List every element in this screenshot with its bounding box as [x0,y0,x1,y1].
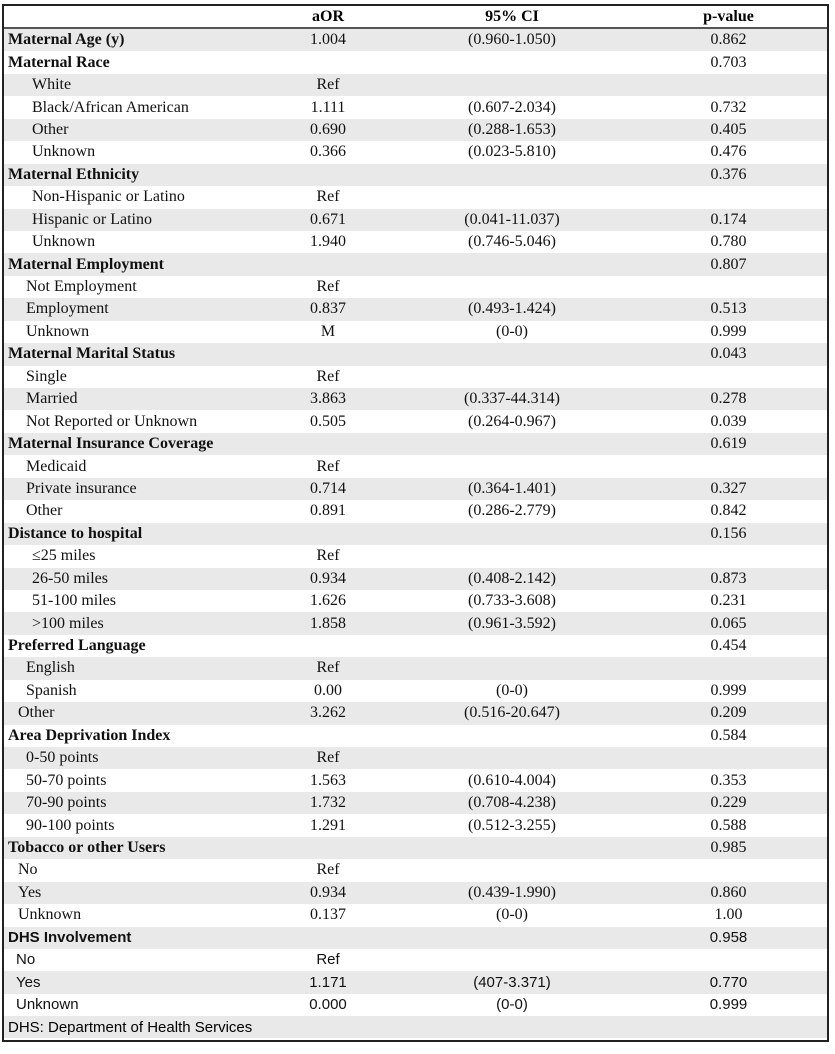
ci-value [394,455,630,477]
p-value: 0.619 [630,433,827,455]
table-row [4,186,827,208]
table-row [4,859,827,881]
p-value [630,545,827,567]
ci-value: (0.512-3.255) [394,814,630,836]
ci-value [394,859,630,881]
table-row [4,74,827,96]
aor-value: 3.262 [262,702,394,724]
p-value: 0.807 [630,253,827,275]
p-value: 0.454 [630,635,827,657]
p-value: 0.229 [630,792,827,814]
p-value: 0.862 [630,28,827,51]
p-value: 0.873 [630,568,827,590]
p-value: 0.278 [630,388,827,410]
row-label: Tobacco or other Users [4,837,262,859]
aor-value: 1.732 [262,792,394,814]
table-row [4,747,827,769]
p-value: 0.376 [630,164,827,186]
table-row [4,590,827,612]
category-row [4,725,827,747]
table-row [4,96,827,118]
ci-value: (0.708-4.238) [394,792,630,814]
row-label: Maternal Insurance Coverage [4,433,262,455]
ci-value: (0-0) [394,680,630,702]
aor-value: 0.690 [262,119,394,141]
row-label: Maternal Marital Status [4,343,262,365]
header-ci: 95% CI [394,6,630,28]
ci-value [394,949,630,971]
row-label: 90-100 points [4,814,262,836]
table-row [4,298,827,320]
p-value [630,859,827,881]
aor-value: Ref [262,276,394,298]
aor-value: Ref [262,186,394,208]
p-value: 0.231 [630,590,827,612]
aor-value [262,927,394,949]
table-row [4,882,827,904]
table-row [4,769,827,791]
aor-value [262,343,394,365]
table-row [4,119,827,141]
aor-value: 0.934 [262,882,394,904]
p-value [630,74,827,96]
aor-value [262,837,394,859]
ci-value: (0.961-3.592) [394,612,630,634]
row-label: Maternal Age (y) [4,28,262,51]
row-label: Unknown [4,904,262,926]
aor-value: 0.671 [262,209,394,231]
category-row [4,635,827,657]
row-label: Not Reported or Unknown [4,410,262,432]
ci-value: (0.610-4.004) [394,769,630,791]
odds-ratio-table [4,6,827,1038]
p-value: 0.999 [630,994,827,1016]
row-label: Distance to hospital [4,523,262,545]
category-row [4,28,827,51]
p-value: 0.842 [630,500,827,522]
p-value: 0.209 [630,702,827,724]
p-value: 0.476 [630,141,827,163]
aor-value: 1.291 [262,814,394,836]
header-aor: aOR [262,6,394,28]
ci-value: (0-0) [394,321,630,343]
p-value [630,657,827,679]
row-label: Other [4,119,262,141]
row-label: 51-100 miles [4,590,262,612]
ci-value: (0.516-20.647) [394,702,630,724]
category-row [4,927,827,949]
row-label: DHS Involvement [4,927,262,949]
ci-value: (0-0) [394,904,630,926]
p-value: 0.985 [630,837,827,859]
table-row [4,410,827,432]
footnote-row [4,1016,827,1038]
header-row [4,6,827,28]
p-value: 0.860 [630,882,827,904]
p-value: 0.156 [630,523,827,545]
p-value [630,949,827,971]
row-label: Unknown [4,141,262,163]
row-label: Maternal Ethnicity [4,164,262,186]
ci-value: (0.023-5.810) [394,141,630,163]
ci-value: (0.041-11.037) [394,209,630,231]
aor-value: 1.940 [262,231,394,253]
ci-value [394,51,630,73]
header-p-value: p-value [630,6,827,28]
row-label: Single [4,366,262,388]
row-label: 0-50 points [4,747,262,769]
aor-value: 1.563 [262,769,394,791]
table-row [4,949,827,971]
row-label: Non-Hispanic or Latino [4,186,262,208]
ci-value [394,433,630,455]
table-row [4,904,827,926]
table-row [4,455,827,477]
table-row [4,702,827,724]
table-row [4,209,827,231]
aor-value [262,433,394,455]
ci-value: (407-3.371) [394,971,630,993]
row-label: 70-90 points [4,792,262,814]
category-row [4,253,827,275]
row-label: No [4,859,262,881]
aor-value [262,523,394,545]
table-row [4,814,827,836]
aor-value: 0.137 [262,904,394,926]
ci-value [394,635,630,657]
ci-value [394,747,630,769]
ci-value [394,523,630,545]
ci-value [394,657,630,679]
row-label: Unknown [4,321,262,343]
table-body [4,28,827,1016]
aor-value: Ref [262,74,394,96]
aor-value: 1.111 [262,96,394,118]
aor-value: Ref [262,366,394,388]
row-label: No [4,949,262,971]
table-row [4,545,827,567]
aor-value: 0.714 [262,478,394,500]
aor-value: 0.000 [262,994,394,1016]
ci-value [394,253,630,275]
aor-value [262,635,394,657]
aor-value [262,725,394,747]
ci-value: (0.264-0.967) [394,410,630,432]
table-row [4,680,827,702]
table-row [4,971,827,993]
table-row [4,231,827,253]
ci-value: (0.286-2.779) [394,500,630,522]
table-row [4,500,827,522]
row-label: Spanish [4,680,262,702]
ci-value: (0.746-5.046) [394,231,630,253]
category-row [4,523,827,545]
ci-value: (0.733-3.608) [394,590,630,612]
p-value: 0.732 [630,96,827,118]
table-row [4,792,827,814]
p-value: 0.513 [630,298,827,320]
aor-value: Ref [262,545,394,567]
table-row [4,366,827,388]
aor-value: 0.505 [262,410,394,432]
aor-value: Ref [262,747,394,769]
ci-value [394,725,630,747]
ci-value: (0.493-1.424) [394,298,630,320]
table-row [4,388,827,410]
ci-value [394,927,630,949]
aor-value [262,253,394,275]
ci-value: (0.408-2.142) [394,568,630,590]
table-row [4,994,827,1016]
row-label: 26-50 miles [4,568,262,590]
p-value [630,455,827,477]
row-label: Preferred Language [4,635,262,657]
aor-value: M [262,321,394,343]
ci-value [394,74,630,96]
aor-value: 1.858 [262,612,394,634]
category-row [4,837,827,859]
ci-value [394,343,630,365]
p-value [630,747,827,769]
row-label: Other [4,702,262,724]
row-label: White [4,74,262,96]
row-label: Yes [4,882,262,904]
row-label: Black/African American [4,96,262,118]
results-table-frame [2,4,829,1042]
category-row [4,51,827,73]
table-row [4,478,827,500]
p-value: 0.405 [630,119,827,141]
p-value: 0.043 [630,343,827,365]
row-label: Unknown [4,994,262,1016]
aor-value: 1.004 [262,28,394,51]
aor-value: 1.171 [262,971,394,993]
row-label: Maternal Race [4,51,262,73]
aor-value: 1.626 [262,590,394,612]
ci-value: (0.337-44.314) [394,388,630,410]
p-value: 0.703 [630,51,827,73]
table-row [4,321,827,343]
p-value [630,186,827,208]
row-label: Yes [4,971,262,993]
table-row [4,612,827,634]
aor-value: 0.891 [262,500,394,522]
p-value: 0.065 [630,612,827,634]
row-label: Employment [4,298,262,320]
aor-value [262,164,394,186]
ci-value: (0.607-2.034) [394,96,630,118]
header-label [4,6,262,28]
p-value: 0.584 [630,725,827,747]
row-label: Hispanic or Latino [4,209,262,231]
ci-value: (0.364-1.401) [394,478,630,500]
table-row [4,141,827,163]
p-value [630,366,827,388]
ci-value [394,276,630,298]
aor-value: Ref [262,949,394,971]
row-label: >100 miles [4,612,262,634]
ci-value [394,164,630,186]
footnote: DHS: Department of Health Services [4,1016,827,1038]
p-value: 0.780 [630,231,827,253]
row-label: Maternal Employment [4,253,262,275]
p-value: 0.039 [630,410,827,432]
p-value: 0.958 [630,927,827,949]
row-label: Unknown [4,231,262,253]
ci-value: (0-0) [394,994,630,1016]
p-value: 0.770 [630,971,827,993]
ci-value [394,545,630,567]
category-row [4,433,827,455]
p-value: 0.999 [630,680,827,702]
ci-value: (0.439-1.990) [394,882,630,904]
p-value [630,276,827,298]
category-row [4,164,827,186]
table-row [4,276,827,298]
aor-value [262,51,394,73]
aor-value: Ref [262,859,394,881]
aor-value: 0.837 [262,298,394,320]
ci-value: (0.960-1.050) [394,28,630,51]
ci-value [394,186,630,208]
p-value: 0.327 [630,478,827,500]
row-label: Medicaid [4,455,262,477]
ci-value [394,366,630,388]
p-value: 0.999 [630,321,827,343]
ci-value [394,837,630,859]
row-label: English [4,657,262,679]
table-row [4,657,827,679]
aor-value: 3.863 [262,388,394,410]
p-value: 1.00 [630,904,827,926]
row-label: Not Employment [4,276,262,298]
row-label: Area Deprivation Index [4,725,262,747]
aor-value: 0.366 [262,141,394,163]
p-value: 0.353 [630,769,827,791]
aor-value: 0.00 [262,680,394,702]
p-value: 0.588 [630,814,827,836]
aor-value: Ref [262,455,394,477]
row-label: ≤25 miles [4,545,262,567]
aor-value: Ref [262,657,394,679]
p-value: 0.174 [630,209,827,231]
row-label: Married [4,388,262,410]
row-label: 50-70 points [4,769,262,791]
ci-value: (0.288-1.653) [394,119,630,141]
row-label: Private insurance [4,478,262,500]
aor-value: 0.934 [262,568,394,590]
category-row [4,343,827,365]
row-label: Other [4,500,262,522]
table-row [4,568,827,590]
